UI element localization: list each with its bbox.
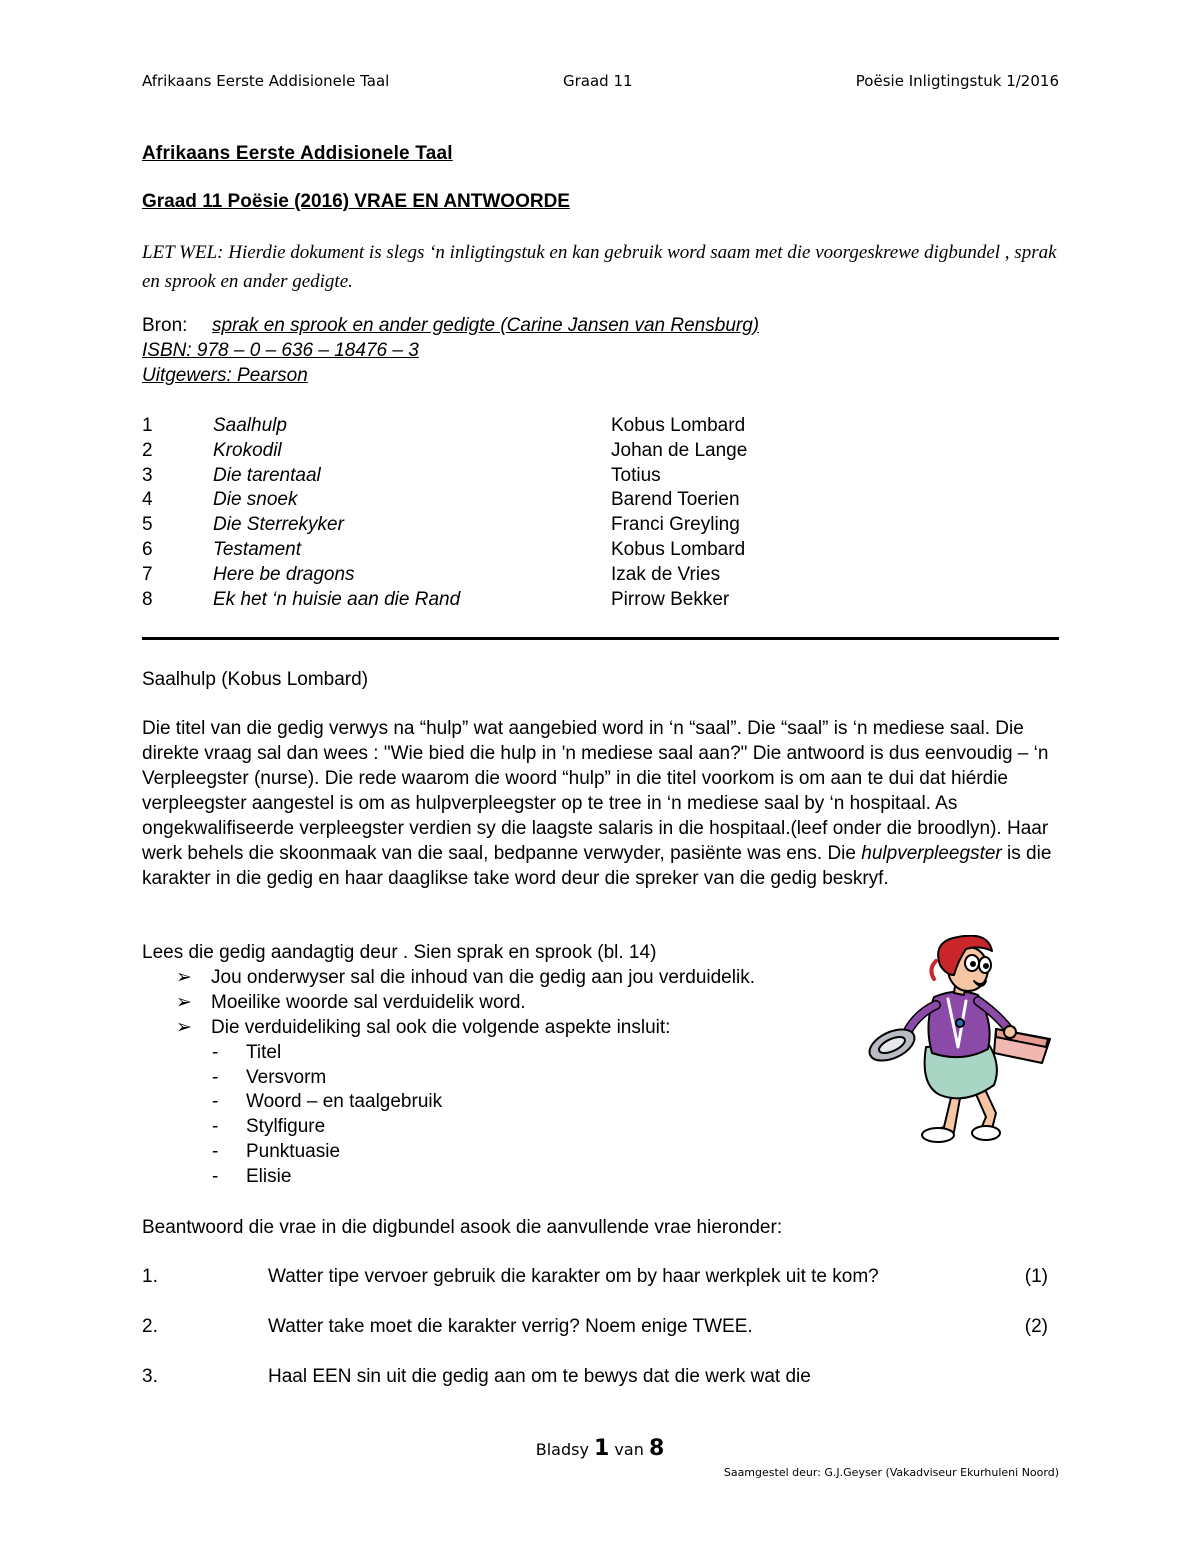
question-row: [142, 1314, 1062, 1339]
aspect-text: Titel: [246, 1042, 282, 1063]
header-right: Poësie Inligtingstuk 1/2016: [855, 72, 1059, 90]
nurse-illustration: [862, 935, 1060, 1150]
question-text: Haal EEN sin uit die gedig aan om te bewys dat die werk wat die: [268, 1366, 811, 1387]
poem-row: [142, 562, 942, 587]
aspect-item: [212, 1114, 325, 1139]
page-mid: van: [609, 1440, 649, 1459]
poem-title: Saalhulp: [213, 415, 287, 436]
poem-row: [142, 487, 942, 512]
poem-row: [142, 587, 942, 612]
question-text: Watter take moet die karakter verrig? Noem enige TWEE.: [268, 1316, 753, 1337]
dash-icon: -: [212, 1165, 219, 1187]
poem-title: Die Sterrekyker: [213, 514, 344, 536]
poem-poet: Franci Greyling: [611, 514, 740, 536]
dash-icon: -: [212, 1140, 219, 1162]
question-number: 2.: [142, 1316, 158, 1337]
answer-instruction: Beantwoord die vrae in die digbundel asook die aanvullende vrae hieronder:: [142, 1217, 783, 1238]
poem-row: [142, 537, 942, 562]
aspect-text: Woord – en taalgebruik: [246, 1091, 443, 1113]
question-marks: (1): [1024, 1266, 1048, 1287]
question-number: 3.: [142, 1366, 158, 1387]
bron-label: Bron:: [142, 315, 188, 336]
page-current: 1: [594, 1436, 610, 1461]
poem-poet: Barend Toerien: [611, 489, 740, 511]
bron-value: sprak en sprook en ander gedigte (Carine Jansen van Rensburg): [212, 315, 760, 336]
aspect-item: [212, 1065, 326, 1090]
poem-title: Ek het ‘n huisie aan die Rand: [213, 588, 461, 610]
question-text: Watter tipe vervoer gebruik die karakter om by haar werkplek uit te kom?: [268, 1266, 879, 1287]
poem-number: 1: [142, 415, 153, 436]
paragraph-italic: hulpverpleegster: [861, 843, 1002, 864]
poem-title: Die snoek: [213, 489, 298, 511]
nurse-hand: [1004, 1026, 1016, 1038]
let-wel-note: LET WEL: Hierdie dokument is slegs ‘n inligtingstuk en kan gebruik word saam met die voorgeskrewe digbundel , sprak en sprook en ander gedigte.: [142, 242, 1057, 292]
aspect-item: [212, 1040, 281, 1065]
poem-number: 5: [142, 514, 153, 536]
poem-poet: Johan de Lange: [611, 439, 748, 461]
dash-icon: -: [212, 1042, 219, 1063]
poem-poet: Kobus Lombard: [611, 539, 746, 560]
poem-title: Die tarentaal: [213, 464, 321, 486]
page-number: [0, 1436, 1200, 1461]
bullet-text: Die verduideliking sal ook die volgende aspekte insluit:: [211, 1017, 671, 1038]
section-heading: Saalhulp (Kobus Lombard): [142, 669, 369, 690]
aspect-text: Punktuasie: [246, 1140, 341, 1162]
aspect-text: Elisie: [246, 1165, 292, 1187]
bullet-text: Jou onderwyser sal die inhoud van die gedig aan jou verduidelik.: [211, 967, 755, 988]
poem-number: 6: [142, 539, 153, 560]
intro-paragraph: [142, 716, 1062, 891]
poem-title: Here be dragons: [213, 563, 355, 585]
bullet-item: [176, 965, 755, 990]
read-instruction: Lees die gedig aandagtig deur . Sien sprak en sprook (bl. 14): [142, 942, 657, 963]
page-total: 8: [648, 1436, 665, 1461]
aspect-item: [212, 1139, 340, 1164]
source-isbn: ISBN: 978 – 0 – 636 – 18476 – 3: [142, 340, 419, 361]
bullet-item: [176, 1015, 670, 1040]
poem-poet: Totius: [611, 464, 661, 486]
source-publisher: Uitgewers: Pearson: [142, 365, 308, 386]
poem-number: 2: [142, 439, 153, 461]
document-title: Afrikaans Eerste Addisionele Taal: [142, 143, 453, 164]
dash-icon: -: [212, 1066, 219, 1088]
dash-icon: -: [212, 1116, 219, 1138]
nurse-shoe-left: [922, 1128, 954, 1142]
aspect-item: [212, 1089, 442, 1114]
bullet-item: [176, 990, 526, 1015]
question-number: 1.: [142, 1266, 158, 1287]
header-center: Graad 11: [563, 72, 633, 90]
question-row: [142, 1264, 1062, 1289]
aspect-item: [212, 1164, 291, 1189]
poem-number: 4: [142, 489, 153, 511]
poem-poet: Pirrow Bekker: [611, 588, 730, 610]
aspect-text: Stylfigure: [246, 1116, 326, 1138]
poem-row: [142, 463, 942, 488]
poem-poet: Izak de Vries: [611, 563, 721, 585]
document-subtitle: Graad 11 Poësie (2016) VRAE EN ANTWOORDE: [142, 191, 570, 212]
question-marks: (2): [1024, 1316, 1048, 1337]
bullet-arrow-icon: ➢: [176, 967, 192, 988]
poem-poet: Kobus Lombard: [611, 415, 746, 436]
poem-title: Testament: [213, 539, 302, 560]
aspect-text: Versvorm: [246, 1066, 327, 1088]
poem-number: 8: [142, 588, 153, 610]
header-left: Afrikaans Eerste Addisionele Taal: [142, 72, 390, 90]
bullet-arrow-icon: ➢: [176, 1017, 192, 1038]
poem-number: 3: [142, 464, 153, 486]
bullet-arrow-icon: ➢: [176, 992, 192, 1013]
nurse-shoe-right: [972, 1126, 1000, 1140]
question-row: [142, 1364, 1062, 1389]
page-prefix: Bladsy: [535, 1440, 595, 1459]
source-bron: [142, 314, 759, 338]
paragraph-part1: Die titel van die gedig verwys na “hulp” wat aangebied word in ‘n “saal”. Die “saal” is ‘n mediese saal. Die direkte vraag sal dan wees : "Wie bied die hulp in 'n mediese saal aan?" Die antwoord is dus eenvoudig – ‘n Verpleegster (nurse). Die rede waarom die woord “hulp” in die titel voorkom is om aan te dui dat hiérdie verpleegster aangestel is om as hulpverpleegster op te tree in ‘n mediese saal by ‘n hospitaal. As ongekwalifiseerde verpleegster verdien sy die laagste salaris in die hospitaal.(leef onder die broodlyn). Haar werk behels die skoonmaak van die saal, bedpanne verwyder, pasiënte was ens. Die: [142, 718, 1049, 864]
poem-row: [142, 413, 942, 438]
footer-credit: Saamgestel deur: G.J.Geyser (Vakadviseur Ekurhuleni Noord): [723, 1466, 1059, 1479]
paragraph-part2: is die karakter in die gedig en haar daaglikse take word deur die spreker van die gedig beskryf.: [142, 843, 1052, 889]
poem-row: [142, 438, 942, 463]
poem-number: 7: [142, 563, 153, 585]
bullet-text: Moeilike woorde sal verduidelik word.: [211, 992, 526, 1013]
poem-title: Krokodil: [213, 439, 282, 461]
divider-line: [142, 637, 1059, 640]
poem-row: [142, 512, 942, 537]
nurse-badge: [956, 1019, 964, 1027]
dash-icon: -: [212, 1091, 219, 1113]
